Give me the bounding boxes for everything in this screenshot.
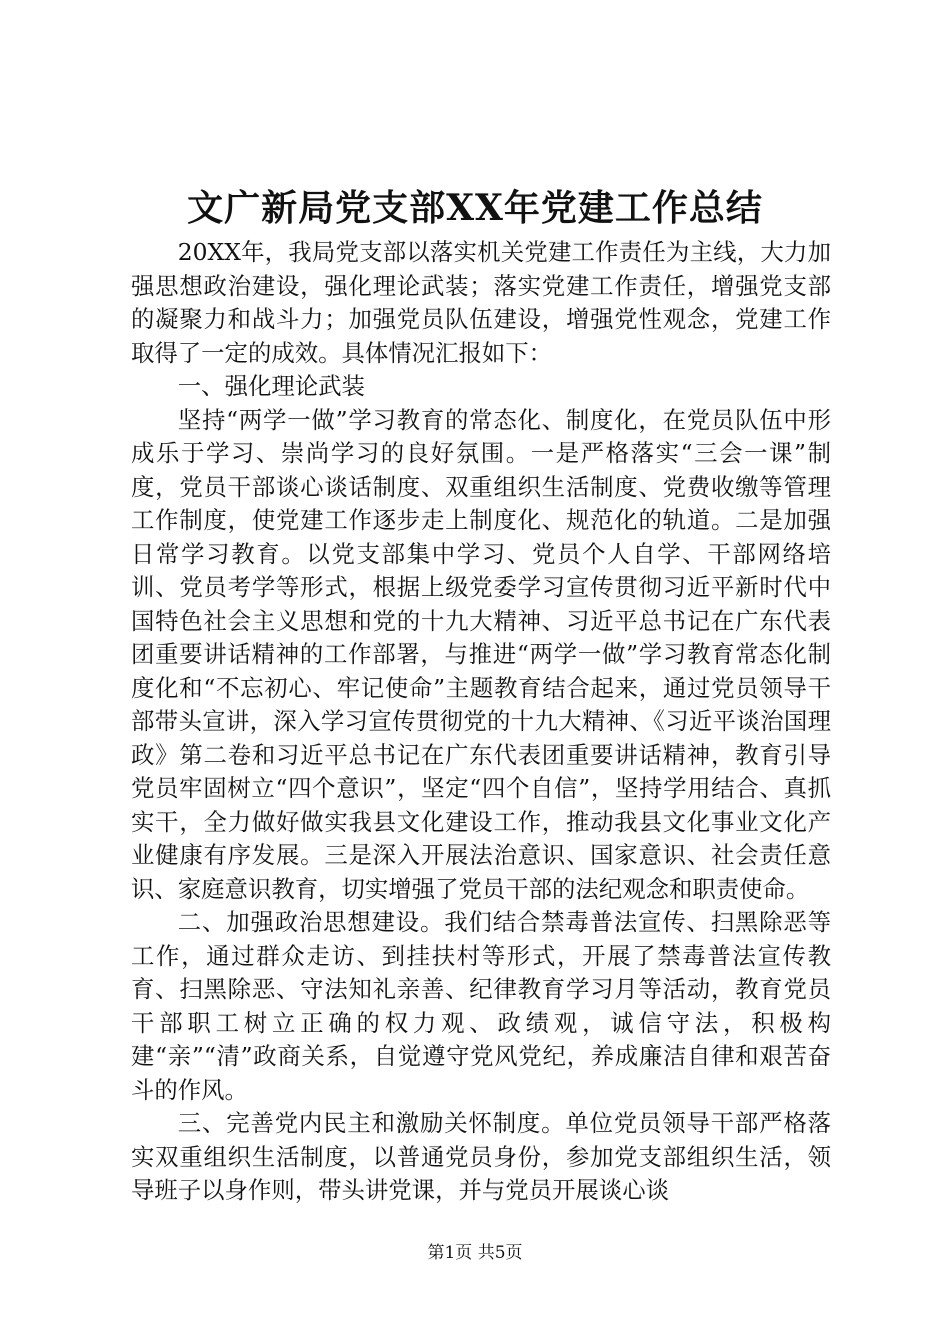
section-heading-1: 一、强化理论武装	[177, 372, 365, 400]
paragraph-democracy: 三、完善党内民主和激励关怀制度。单位党员领导干部严格落实双重组织生活制度，以普通党员身份，参加党支部组织生活，领导班子以身作则，带头讲党课，并与党员开展谈心谈	[131, 1109, 831, 1204]
document-title: 文广新局党支部XX年党建工作总结	[187, 187, 763, 229]
paragraph-intro: 20XX年，我局党支部以落实机关党建工作责任为主线，大力加强思想政治建设，强化理论武装；落实党建工作责任，增强党支部的凝聚力和战斗力；加强党员队伍建设，增强党性观念，党建工作取得了一定的成效。具体情况汇报如下：	[131, 238, 831, 367]
page-number-footer: 第1页 共5页	[427, 1243, 523, 1263]
paragraph-theory: 坚持“两学一做”学习教育的常态化、制度化，在党员队伍中形成乐于学习、崇尚学习的良好氛围。一是严格落实“三会一课”制度，党员干部谈心谈话制度、双重组织生活制度、党费收缴等管理工作制度，使党建工作逐步走上制度化、规范化的轨道。二是加强日常学习教育。以党支部集中学习、党员个人自学、干部网络培训、党员考学等形式，根据上级党委学习宣传贯彻习近平新时代中国特色社会主义思想和党的十九大精神、习近平总书记在广东代表团重要讲话精神的工作部署，与推进“两学一做”学习教育常态化制度化和“不忘初心、牢记使命”主题教育结合起来，通过党员领导干部带头宣讲，深入学习宣传贯彻党的十九大精神、《习近平谈治国理政》第二卷和习近平总书记在广东代表团重要讲话精神，教育引导党员牢固树立“四个意识”，坚定“四个自信”，坚持学用结合、真抓实干，全力做好做实我县文化建设工作，推动我县文化事业文化产业健康有序发展。三是深入开展法治意识、国家意识、社会责任意识、家庭意识教育，切实增强了党员干部的法纪观念和职责使命。	[131, 405, 831, 903]
document-body	[131, 236, 831, 1208]
paragraph-political: 二、加强政治思想建设。我们结合禁毒普法宣传、扫黑除恶等工作，通过群众走访、到挂扶村等形式，开展了禁毒普法宣传教育、扫黑除恶、守法知礼亲善、纪律教育学习月等活动，教育党员干部职工树立正确的权力观、政绩观，诚信守法，积极构建“亲”“清”政商关系，自觉遵守党风党纪，养成廉洁自律和艰苦奋斗的作风。	[131, 908, 831, 1104]
